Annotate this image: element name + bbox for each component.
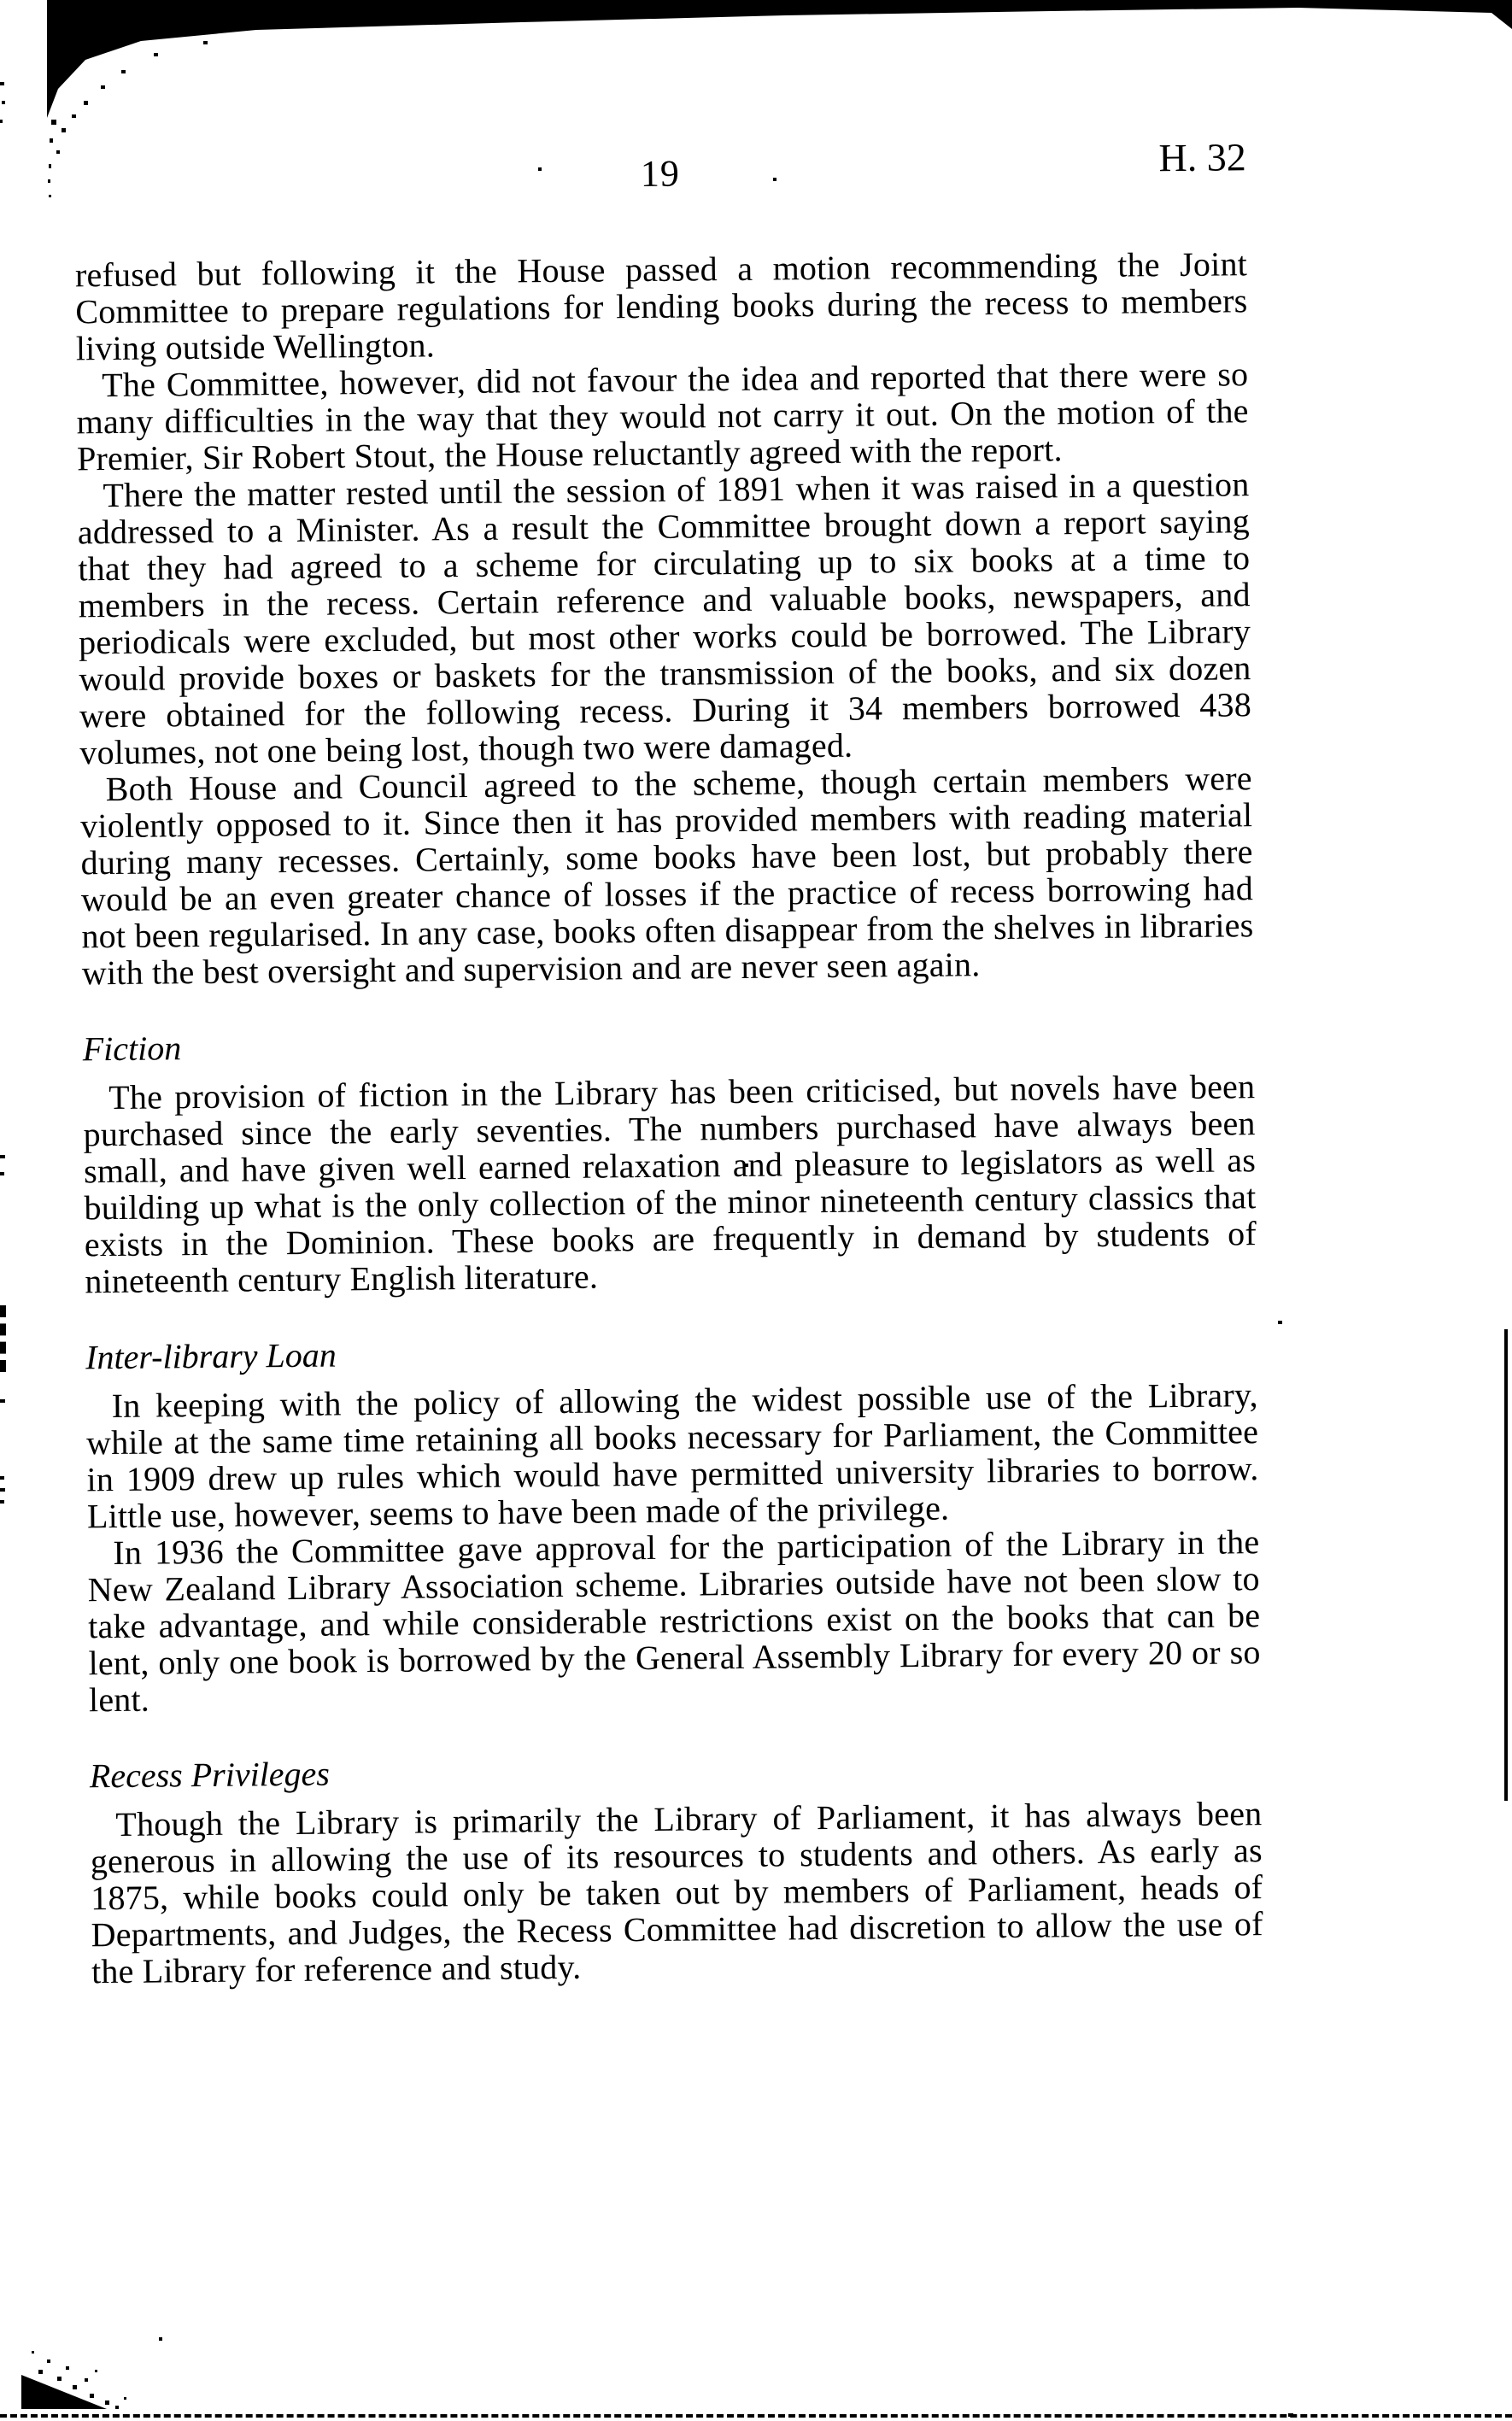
paragraph: In keeping with the policy of allowing the widest possible use of the Library, while at the same time retaining all books necessary for Parliament, the Committee in 1909 drew up rules which would have permitted university libraries to borrow. Little use, however, seems to have been made of the privilege. xyxy=(85,1375,1259,1536)
scan-speck xyxy=(1278,1321,1282,1324)
section-heading-inter-library-loan: Inter-library Loan xyxy=(85,1335,337,1377)
page-header xyxy=(74,135,1246,200)
scan-artifact-bottom-dashes xyxy=(0,2414,1512,2418)
scan-artifact-left-dashes xyxy=(0,1305,6,1372)
scan-speck xyxy=(159,2337,162,2341)
paragraph: Both House and Council agreed to the scheme, though certain members were violently opposed to it. Since then it has provided members with reading material during many recesses. Certainly, some books have been lost, but probably there would be an even greater chance of losses if the practice of recess borrowing had not been regularised. In any case, books often disappear from the shelves in libraries with the best oversight and supervision and are never seen again. xyxy=(79,759,1254,993)
scan-artifact-left-tick xyxy=(0,1399,5,1403)
page-number: 19 xyxy=(640,152,681,196)
scan-artifact-left-tick xyxy=(0,1500,4,1504)
scan-artifact-right-line xyxy=(1504,1329,1508,1801)
section-heading-fiction: Fiction xyxy=(82,1029,182,1069)
scan-speck xyxy=(1288,2413,1293,2417)
scan-artifact-left-tick xyxy=(0,1172,4,1175)
paragraph: In 1936 the Committee gave approval for the participation of the Library in the New Zealand Library Association scheme. Libraries outside have not been slow to take advantage, and while considerable restrictions exist on the books that can be lent, only one book is borrowed by the General Assembly Library for every 20 or so lent. xyxy=(87,1522,1261,1720)
paragraph: Though the Library is primarily the Library of Parliament, it has always been generous in allowing the use of its resources to students and others. As early as 1875, while books could only be taken out by members of Parliament, heads of Departments, and Judges, the Recess Committee had discretion to allow the use of the Library for reference and study. xyxy=(90,1794,1263,1991)
scan-artifact-left-tick xyxy=(0,1476,4,1480)
document-text-block xyxy=(73,0,1263,1990)
paragraph: There the matter rested until the session of 1891 when it was raised in a question addressed to a Minister. As a result the Committee brought down a report saying that they had agreed to a scheme for circulating up to six books at a time to members in the recess. Certain reference and valuable books, newspapers, and periodicals were excluded, but most other works could be borrowed. The Library would provide boxes or baskets for the transmission of the books, and six dozen were obtained for the following recess. During it 34 members borrowed 438 volumes, not one being lost, though two were damaged. xyxy=(77,465,1252,772)
scan-artifact-bottom-blob xyxy=(13,2341,149,2418)
paragraph: refused but following it the House passed a motion recommending the Joint Committee to prepare regulations for lending books during the recess to members living outside Wellington. xyxy=(74,244,1248,368)
section-heading-recess-privileges: Recess Privileges xyxy=(89,1754,331,1796)
scan-artifact-left-tick xyxy=(0,1488,5,1492)
paragraph: The Committee, however, did not favour the idea and reported that there were so many difficulties in the way that they would not carry it out. On the motion of the Premier, Sir Robert Stout, the House reluctantly agreed with the report. xyxy=(76,355,1249,478)
scan-artifact-left-tick xyxy=(0,1155,5,1158)
paragraph: The provision of fiction in the Library has been criticised, but novels have been purchased since the early seventies. The numbers purchased have always been small, and have given well earned relaxation and pleasure to legislators as well as building up what is the only collection of the minor nineteenth century classics that exists in the Dominion. These books are frequently in demand by students of nineteenth century English literature. xyxy=(83,1067,1257,1301)
report-code: H. 32 xyxy=(1158,135,1246,180)
